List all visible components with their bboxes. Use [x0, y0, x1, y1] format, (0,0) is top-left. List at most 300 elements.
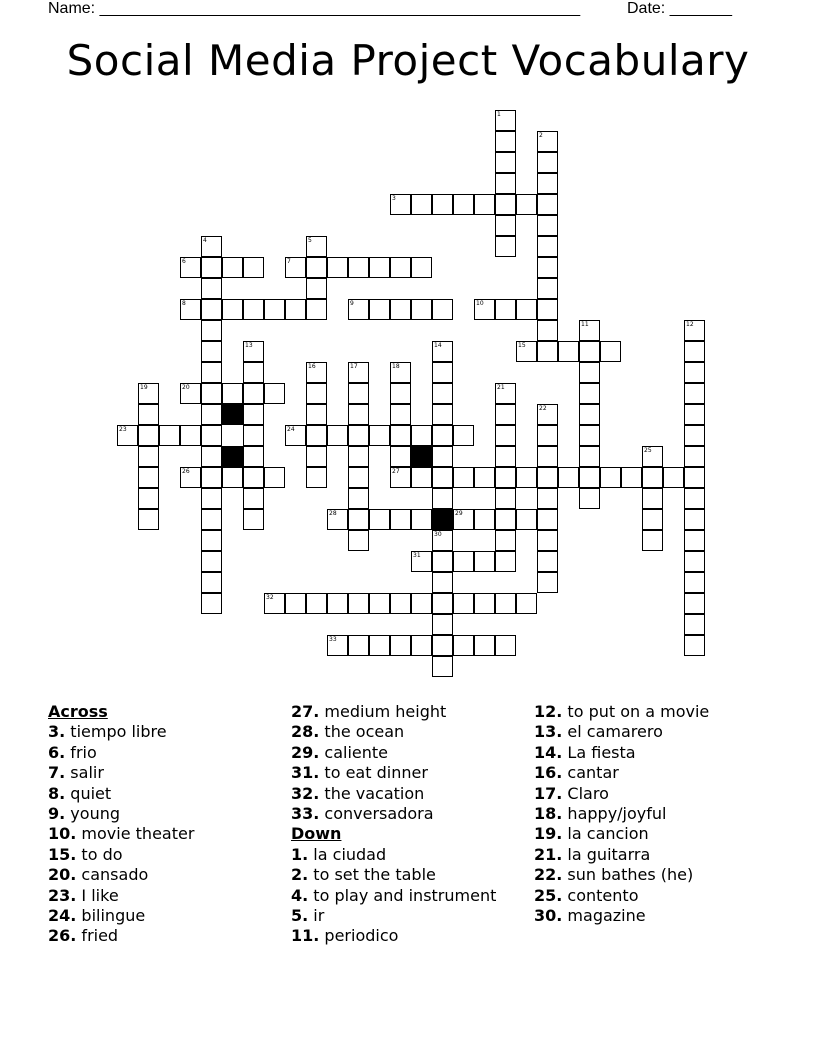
crossword-cell[interactable]	[432, 299, 453, 320]
clue-item-text: bilingue	[76, 906, 146, 926]
crossword-cell[interactable]	[348, 593, 369, 614]
crossword-cell[interactable]	[306, 404, 327, 425]
crossword-cell[interactable]	[243, 509, 264, 530]
crossword-cell[interactable]	[390, 299, 411, 320]
clue-item	[534, 804, 709, 824]
crossword-cell[interactable]	[537, 341, 558, 362]
clue-number: 21	[497, 384, 505, 391]
crossword-cell[interactable]	[537, 530, 558, 551]
crossword-cell[interactable]	[516, 299, 537, 320]
crossword-cell[interactable]	[243, 425, 264, 446]
clue-item-number: 2.	[291, 865, 309, 885]
crossword-cell[interactable]	[474, 467, 495, 488]
clue-item-text: to set the table	[308, 865, 436, 885]
crossword-cell[interactable]	[495, 425, 516, 446]
crossword-cell[interactable]	[579, 341, 600, 362]
crossword-cell[interactable]	[201, 362, 222, 383]
crossword-cell[interactable]	[537, 488, 558, 509]
clue-item-text: ir	[308, 906, 325, 926]
clue-item	[534, 722, 709, 742]
crossword-cell[interactable]	[348, 530, 369, 551]
crossword-cell[interactable]	[306, 593, 327, 614]
crossword-cell[interactable]	[432, 551, 453, 572]
crossword-cell[interactable]	[663, 467, 684, 488]
crossword-cell[interactable]	[579, 446, 600, 467]
crossword-cell[interactable]	[348, 257, 369, 278]
crossword-cell[interactable]	[201, 320, 222, 341]
crossword-cell[interactable]	[684, 425, 705, 446]
crossword-cell[interactable]	[201, 278, 222, 299]
name-label: Name:	[48, 0, 96, 17]
crossword-cell[interactable]	[579, 425, 600, 446]
clue-item	[534, 865, 709, 885]
crossword-cell[interactable]	[579, 488, 600, 509]
crossword-cell[interactable]	[306, 383, 327, 404]
crossword-cell[interactable]	[306, 278, 327, 299]
crossword-cell[interactable]	[474, 635, 495, 656]
clue-item	[534, 906, 709, 926]
clue-item-number: 1.	[291, 844, 309, 864]
crossword-cell[interactable]	[684, 404, 705, 425]
crossword-cell[interactable]	[243, 362, 264, 383]
crossword-cell[interactable]	[348, 446, 369, 467]
clue-item-text: happy/joyful	[562, 804, 667, 824]
clue-item-text: magazine	[562, 906, 646, 926]
crossword-cell[interactable]	[495, 593, 516, 614]
clue-number: 12	[686, 321, 694, 328]
clue-item-number: 19.	[534, 824, 563, 844]
crossword-cell[interactable]	[390, 635, 411, 656]
clue-item	[48, 804, 194, 824]
clue-item-text: la cancion	[562, 824, 649, 844]
clue-number: 28	[329, 510, 337, 517]
crossword-cell[interactable]	[201, 467, 222, 488]
clue-item-number: 33.	[291, 804, 320, 824]
crossword-cell[interactable]	[495, 299, 516, 320]
clue-item-number: 14.	[534, 742, 563, 762]
crossword-cell[interactable]	[222, 467, 243, 488]
crossword-cell[interactable]	[684, 509, 705, 530]
crossword-cell[interactable]	[201, 341, 222, 362]
crossword-cell[interactable]	[138, 404, 159, 425]
crossword-cell[interactable]	[537, 467, 558, 488]
crossword-cell[interactable]	[495, 635, 516, 656]
crossword-cell[interactable]	[369, 635, 390, 656]
crossword-cell[interactable]	[495, 488, 516, 509]
clue-number: 8	[182, 300, 186, 307]
clue-number: 3	[392, 195, 396, 202]
crossword-cell[interactable]	[684, 614, 705, 635]
crossword-cell[interactable]	[264, 299, 285, 320]
black-square	[411, 446, 432, 467]
clue-item-number: 29.	[291, 742, 320, 762]
crossword-cell[interactable]	[453, 194, 474, 215]
crossword-cell[interactable]	[201, 488, 222, 509]
crossword-cell[interactable]	[495, 467, 516, 488]
crossword-cell[interactable]	[516, 593, 537, 614]
crossword-cell[interactable]	[537, 257, 558, 278]
crossword-cell[interactable]	[348, 635, 369, 656]
crossword-cell[interactable]	[537, 173, 558, 194]
black-square	[432, 509, 453, 530]
crossword-cell[interactable]	[495, 404, 516, 425]
clue-item	[48, 865, 194, 885]
crossword-cell[interactable]	[390, 425, 411, 446]
clue-item-text: I like	[76, 885, 119, 905]
crossword-cell[interactable]	[684, 341, 705, 362]
crossword-cell[interactable]	[411, 635, 432, 656]
clue-item	[291, 702, 496, 722]
crossword-cell[interactable]	[495, 173, 516, 194]
clue-item	[291, 763, 496, 783]
crossword-cell[interactable]	[495, 215, 516, 236]
crossword-cell[interactable]	[369, 509, 390, 530]
clue-item-text: La fiesta	[562, 742, 636, 762]
clue-item-number: 13.	[534, 722, 563, 742]
crossword-cell[interactable]	[348, 383, 369, 404]
crossword-cell[interactable]	[201, 257, 222, 278]
crossword-cell[interactable]	[432, 425, 453, 446]
clue-item	[291, 865, 496, 885]
crossword-cell[interactable]	[243, 446, 264, 467]
crossword-cell[interactable]	[642, 530, 663, 551]
clue-item-text: conversadora	[319, 804, 434, 824]
clue-item-number: 18.	[534, 804, 563, 824]
date-field[interactable]: _______	[669, 0, 732, 17]
black-square	[222, 404, 243, 425]
clue-number: 9	[350, 300, 354, 307]
clue-item-number: 11.	[291, 926, 320, 946]
crossword-cell[interactable]	[348, 425, 369, 446]
crossword-cell[interactable]	[285, 299, 306, 320]
crossword-cell[interactable]	[600, 467, 621, 488]
crossword-cell[interactable]	[201, 509, 222, 530]
clue-number: 19	[140, 384, 148, 391]
crossword-cell[interactable]	[369, 257, 390, 278]
crossword-cell[interactable]	[348, 488, 369, 509]
crossword-cell[interactable]	[411, 467, 432, 488]
crossword-cell[interactable]	[474, 194, 495, 215]
crossword-cell[interactable]	[306, 299, 327, 320]
crossword-cell[interactable]	[642, 488, 663, 509]
clue-item	[291, 743, 496, 763]
clue-item-text: la ciudad	[308, 844, 387, 864]
crossword-cell[interactable]	[243, 299, 264, 320]
clue-item	[534, 845, 709, 865]
clue-item-number: 28.	[291, 722, 320, 742]
clues-column-3	[534, 702, 709, 926]
crossword-cell[interactable]	[537, 299, 558, 320]
clue-item	[534, 763, 709, 783]
clue-item-number: 21.	[534, 844, 563, 864]
crossword-cell[interactable]	[432, 488, 453, 509]
crossword-cell[interactable]	[432, 194, 453, 215]
crossword-cell[interactable]	[579, 467, 600, 488]
clue-item-number: 9.	[48, 804, 66, 824]
crossword-cell[interactable]	[306, 467, 327, 488]
clue-item-text: sun bathes (he)	[562, 865, 694, 885]
crossword-cell[interactable]	[684, 551, 705, 572]
clue-number: 13	[245, 342, 253, 349]
crossword-cell[interactable]	[495, 236, 516, 257]
crossword-cell[interactable]	[201, 299, 222, 320]
name-field[interactable]: ______________________________________________________	[99, 0, 581, 17]
crossword-cell[interactable]	[222, 257, 243, 278]
crossword-cell[interactable]	[600, 341, 621, 362]
crossword-cell[interactable]	[348, 467, 369, 488]
crossword-cell[interactable]	[453, 425, 474, 446]
crossword-cell[interactable]	[516, 509, 537, 530]
crossword-cell[interactable]	[684, 572, 705, 593]
crossword-cell[interactable]	[684, 446, 705, 467]
crossword-cell[interactable]	[432, 656, 453, 677]
crossword-cell[interactable]	[390, 446, 411, 467]
crossword-cell[interactable]	[138, 509, 159, 530]
crossword-cell[interactable]	[390, 404, 411, 425]
clue-item	[48, 886, 194, 906]
crossword-cell[interactable]	[243, 467, 264, 488]
clue-item	[291, 845, 496, 865]
clue-item	[534, 886, 709, 906]
clue-item-number: 31.	[291, 763, 320, 783]
crossword-cell[interactable]	[621, 467, 642, 488]
clue-item-text: contento	[562, 885, 639, 905]
crossword-cell[interactable]	[579, 404, 600, 425]
clue-item	[534, 702, 709, 722]
header-line	[48, 0, 748, 18]
crossword-cell[interactable]	[684, 467, 705, 488]
crossword-cell[interactable]	[579, 383, 600, 404]
clue-item	[48, 845, 194, 865]
crossword-cell[interactable]	[537, 278, 558, 299]
crossword-cell[interactable]	[201, 446, 222, 467]
crossword-cell[interactable]	[495, 509, 516, 530]
crossword-cell[interactable]	[138, 425, 159, 446]
clue-item-text: la guitarra	[562, 844, 651, 864]
clue-item	[48, 722, 194, 742]
crossword-cell[interactable]	[159, 425, 180, 446]
crossword-cell[interactable]	[201, 425, 222, 446]
clue-item-text: el camarero	[562, 722, 663, 742]
clues-column-2	[291, 702, 496, 947]
clue-number: 10	[476, 300, 484, 307]
clue-item-number: 16.	[534, 763, 563, 783]
crossword-cell[interactable]	[453, 467, 474, 488]
crossword-cell[interactable]	[495, 194, 516, 215]
crossword-cell[interactable]	[348, 509, 369, 530]
crossword-cell[interactable]	[684, 383, 705, 404]
crossword-cell[interactable]	[138, 467, 159, 488]
clue-item	[291, 722, 496, 742]
crossword-cell[interactable]	[306, 425, 327, 446]
crossword-cell[interactable]	[390, 257, 411, 278]
page-title: Social Media Project Vocabulary	[66, 36, 750, 85]
crossword-cell[interactable]	[537, 572, 558, 593]
crossword-cell[interactable]	[516, 194, 537, 215]
crossword-cell[interactable]	[495, 446, 516, 467]
crossword-cell[interactable]	[474, 551, 495, 572]
clue-item	[291, 886, 496, 906]
crossword-cell[interactable]	[684, 488, 705, 509]
crossword-cell[interactable]	[495, 131, 516, 152]
clue-number: 4	[203, 237, 207, 244]
clue-number: 29	[455, 510, 463, 517]
crossword-cell[interactable]	[411, 425, 432, 446]
clue-item-text: frio	[65, 742, 97, 762]
crossword-cell[interactable]	[390, 593, 411, 614]
crossword-cell[interactable]	[537, 236, 558, 257]
crossword-cell[interactable]	[201, 551, 222, 572]
crossword-cell[interactable]	[537, 446, 558, 467]
crossword-cell[interactable]	[264, 383, 285, 404]
crossword-cell[interactable]	[432, 467, 453, 488]
crossword-cell[interactable]	[411, 299, 432, 320]
clue-item-text: fried	[76, 926, 119, 946]
crossword-cell[interactable]	[327, 593, 348, 614]
clue-number: 26	[182, 468, 190, 475]
crossword-cell[interactable]	[432, 383, 453, 404]
crossword-cell[interactable]	[474, 593, 495, 614]
crossword-cell[interactable]	[495, 551, 516, 572]
crossword-cell[interactable]	[432, 635, 453, 656]
clue-item-text: movie theater	[76, 824, 195, 844]
clue-item	[48, 906, 194, 926]
crossword-cell[interactable]	[390, 509, 411, 530]
clue-number: 24	[287, 426, 295, 433]
crossword-cell[interactable]	[537, 320, 558, 341]
black-square	[222, 446, 243, 467]
clue-item	[291, 926, 496, 946]
crossword-cell[interactable]	[327, 425, 348, 446]
crossword-cell[interactable]	[558, 341, 579, 362]
crossword-cell[interactable]	[201, 404, 222, 425]
crossword-cell[interactable]	[222, 383, 243, 404]
crossword-cell[interactable]	[432, 572, 453, 593]
crossword-cell[interactable]	[579, 362, 600, 383]
crossword-cell[interactable]	[369, 299, 390, 320]
crossword-cell[interactable]	[432, 614, 453, 635]
crossword-cell[interactable]	[432, 446, 453, 467]
crossword-cell[interactable]	[327, 257, 348, 278]
clue-number: 5	[308, 237, 312, 244]
clue-item	[534, 784, 709, 804]
clue-item	[48, 784, 194, 804]
crossword-cell[interactable]	[537, 152, 558, 173]
crossword-cell[interactable]	[201, 383, 222, 404]
clue-item	[48, 763, 194, 783]
clue-item-number: 10.	[48, 824, 77, 844]
clue-number: 14	[434, 342, 442, 349]
crossword-cell[interactable]	[537, 509, 558, 530]
crossword-cell[interactable]	[411, 509, 432, 530]
crossword-cell[interactable]	[201, 572, 222, 593]
clue-item-text: periodico	[319, 926, 399, 946]
crossword-cell[interactable]	[180, 425, 201, 446]
crossword-cell[interactable]	[684, 593, 705, 614]
crossword-cell[interactable]	[432, 362, 453, 383]
clue-number: 23	[119, 426, 127, 433]
crossword-cell[interactable]	[453, 551, 474, 572]
date-label: Date:	[627, 0, 666, 17]
crossword-cell[interactable]	[138, 446, 159, 467]
crossword-cell[interactable]	[537, 215, 558, 236]
crossword-cell[interactable]	[453, 593, 474, 614]
clue-item	[48, 743, 194, 763]
clue-item	[48, 926, 194, 946]
clue-item-text: the vacation	[319, 783, 425, 803]
crossword-cell[interactable]	[243, 488, 264, 509]
clue-number: 2	[539, 132, 543, 139]
crossword-cell[interactable]	[537, 551, 558, 572]
clue-item-number: 8.	[48, 783, 66, 803]
crossword-cell[interactable]	[243, 404, 264, 425]
clue-item-number: 20.	[48, 865, 77, 885]
crossword-cell[interactable]	[138, 488, 159, 509]
crossword-cell[interactable]	[642, 467, 663, 488]
crossword-cell[interactable]	[684, 362, 705, 383]
clue-item-number: 5.	[291, 906, 309, 926]
clue-number: 16	[308, 363, 316, 370]
clue-number: 27	[392, 468, 400, 475]
crossword-cell[interactable]	[516, 467, 537, 488]
crossword-cell[interactable]	[222, 299, 243, 320]
clue-number: 11	[581, 321, 589, 328]
crossword-cell[interactable]	[264, 467, 285, 488]
crossword-cell[interactable]	[369, 593, 390, 614]
crossword-cell[interactable]	[411, 257, 432, 278]
crossword-cell[interactable]	[348, 404, 369, 425]
clue-number: 33	[329, 636, 337, 643]
clue-item	[534, 743, 709, 763]
crossword-cell[interactable]	[411, 194, 432, 215]
crossword-cell[interactable]	[474, 509, 495, 530]
crossword-cell[interactable]	[201, 593, 222, 614]
clue-item-number: 27.	[291, 702, 320, 721]
clue-item-number: 24.	[48, 906, 77, 926]
clue-item-number: 22.	[534, 865, 563, 885]
crossword-cell[interactable]	[495, 152, 516, 173]
crossword-cell[interactable]	[684, 635, 705, 656]
crossword-cell[interactable]	[537, 194, 558, 215]
crossword-cell[interactable]	[453, 635, 474, 656]
clue-item-text: quiet	[65, 783, 112, 803]
crossword-cell[interactable]	[306, 257, 327, 278]
crossword-cell[interactable]	[243, 383, 264, 404]
clue-item-text: salir	[65, 763, 104, 783]
clue-item	[291, 784, 496, 804]
crossword-cell[interactable]	[495, 530, 516, 551]
crossword-cell[interactable]	[432, 593, 453, 614]
crossword-cell[interactable]	[684, 530, 705, 551]
crossword-cell[interactable]	[642, 509, 663, 530]
crossword-cell[interactable]	[432, 404, 453, 425]
clue-item-number: 32.	[291, 783, 320, 803]
clue-number: 31	[413, 552, 421, 559]
clue-item-number: 3.	[48, 722, 66, 742]
clue-item-number: 6.	[48, 742, 66, 762]
crossword-cell[interactable]	[201, 530, 222, 551]
crossword-cell[interactable]	[306, 446, 327, 467]
clue-item	[291, 804, 496, 824]
crossword-cell[interactable]	[285, 593, 306, 614]
clue-item-number: 23.	[48, 885, 77, 905]
crossword-cell[interactable]	[411, 593, 432, 614]
crossword-cell[interactable]	[243, 257, 264, 278]
crossword-cell[interactable]	[558, 467, 579, 488]
crossword-cell[interactable]	[369, 425, 390, 446]
crossword-cell[interactable]	[390, 383, 411, 404]
crossword-cell[interactable]	[537, 425, 558, 446]
